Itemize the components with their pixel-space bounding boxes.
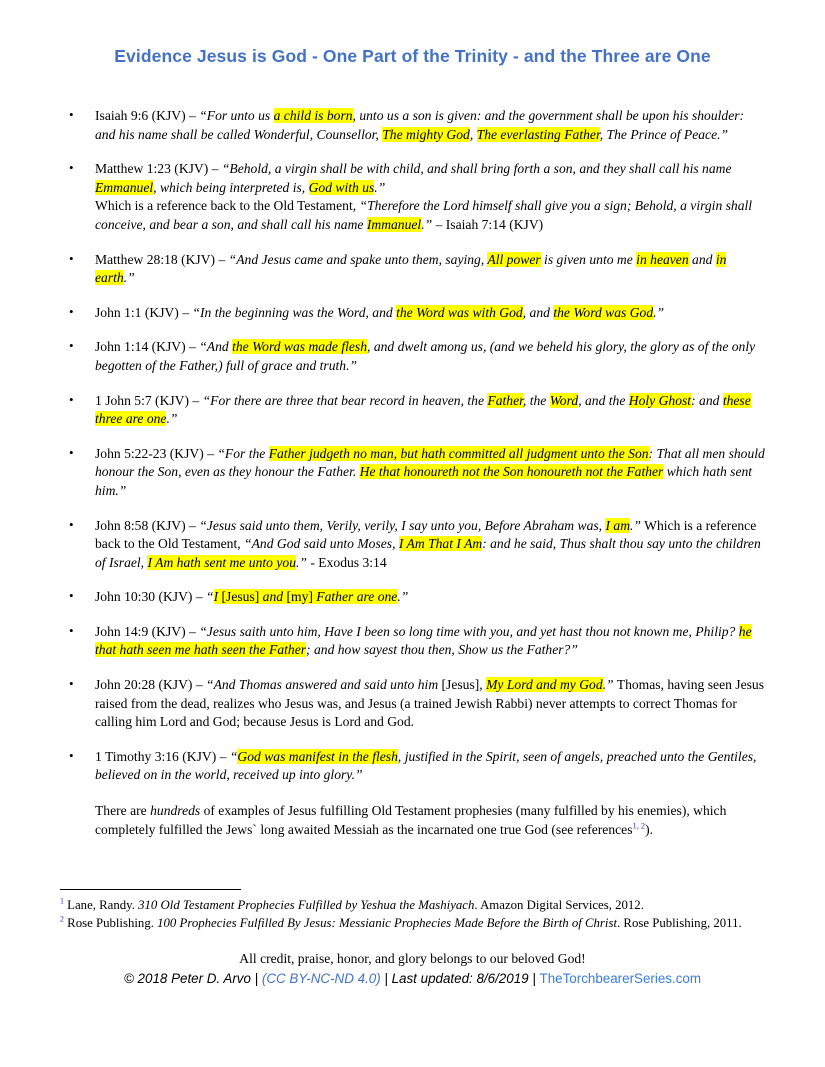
text-segment: “And Jesus came and spake unto them, saying, [228,251,488,267]
text-segment: Holy Ghost [628,392,692,408]
page-title: Evidence Jesus is God - One Part of the Trinity - and the Three are One [114,46,711,66]
text-segment: and [262,589,287,605]
text-segment: , [469,126,477,142]
text-segment: I am [605,517,631,533]
text-segment: , [479,677,487,693]
verse-bullet-item [60,392,765,429]
text-segment: , and [522,304,554,320]
text-segment: is given unto me [540,251,637,267]
text-segment: The everlasting Father [476,126,600,142]
text-segment: .” [123,270,135,286]
text-segment: Matthew 1:23 (KJV) – [95,161,222,177]
verse-text [95,161,752,232]
bullet-icon: • [69,622,74,638]
bullet-icon: • [69,516,74,532]
text-segment: the Word was with God [396,304,523,320]
verse-bullet-item [60,445,765,501]
verse-bullet-item [60,588,765,607]
text-segment: Emmanuel [95,179,154,195]
text-segment: Rose Publishing. [63,915,158,930]
text-segment: hundreds [150,803,201,819]
text-segment: “And God said unto Moses, [244,536,399,552]
bullet-icon: • [69,107,74,122]
footnote-text [60,916,742,930]
text-segment: The mighty God [382,126,470,142]
text-segment: I [213,589,222,605]
text-segment: .” [653,304,665,320]
text-segment: Matthew 28:18 (KJV) – [95,251,229,267]
text-segment: .” [296,554,307,570]
text-segment: , and dwelt among us, (and we beheld his glory, the glory as of the only begotten of the Father,) full of grace and truth.” [95,339,756,373]
bullet-icon: • [69,747,74,763]
text-segment: | [528,971,540,987]
footnotes [60,897,765,932]
verse-text [95,108,744,142]
text-segment: . Amazon Digital Services, 2012. [474,898,644,913]
verse-text [95,677,764,729]
text-segment: “For there are three that bear record in heaven, the [202,392,488,408]
text-segment: “Therefore the Lord himself shall give you a sign; Behold, a virgin shall conceive, and bear a son, and shall call his name [95,198,753,232]
text-segment: 1 Timothy 3:16 (KJV) – [95,748,230,764]
bullet-icon: • [69,250,74,266]
text-segment: John 14:9 (KJV) – [95,623,200,639]
text-segment: in heaven [636,251,689,267]
text-segment: God with us [308,179,375,195]
text-segment: , justified in the Spirit, seen of angels, preached unto the Gentiles, believed on in the world, received up into glory.” [95,748,757,783]
text-segment: “For the [217,445,269,461]
text-segment: “Jesus saith unto him, Have I been so long time with you, and yet hast thou not known me, Philip? [199,623,739,639]
text-segment: the Word was made flesh [232,339,368,355]
text-segment: John 8:58 (KJV) – [95,517,200,533]
text-segment: , the [522,392,550,408]
bullet-icon: • [69,391,74,407]
text-segment: , The Prince of Peace.” [599,126,729,142]
bullet-icon: • [69,444,74,460]
text-segment: “Behold, a virgin shall be with child, and shall bring forth a son, and they shall call his name [221,161,732,177]
footnote-item [60,897,765,915]
text-segment: | [254,971,262,987]
text-segment: a child is born [273,108,353,123]
text-segment: .” [421,216,433,232]
text-segment: “ [206,589,214,605]
text-segment: : That all men should honour the Son, even as they honour the Father. [95,445,765,480]
text-segment: ). [645,821,654,837]
text-segment: .” [374,179,386,195]
text-segment: of examples of Jesus fulfilling Old Testament prophesies (many fulfilled by his enemies), which completely fulfilled the Jews` long awaited Messiah as the incarnated one true God (see references [95,803,727,837]
text-segment: God was manifest in the flesh [237,748,398,764]
footnote-separator [60,889,241,890]
text-segment: “Jesus said unto them, Verily, verily, I say unto you, Before Abraham was, [199,517,606,533]
bullet-icon: • [69,303,74,319]
text-segment: Lane, Randy. [63,898,139,913]
bullet-icon: • [69,160,74,176]
text-segment: 100 Prophecies Fulfilled By Jesus: Messianic Prophecies Made Before the Birth of Christ [157,915,618,930]
verse-bullet-item [60,676,765,732]
torchbearer-series-link[interactable]: TheTorchbearerSeries.com [539,971,702,987]
text-segment: | [380,971,392,987]
text-segment: John 10:30 (KJV) – [95,589,207,605]
text-segment: . Rose Publishing, 2011. [617,915,742,930]
text-segment: Father are one [316,589,398,605]
verse-list [60,107,765,785]
text-segment: and [688,251,716,267]
text-segment: 1 John 5:7 (KJV) – [95,392,203,408]
text-segment: [Jesus] [441,677,480,693]
verse-text [95,252,726,286]
verse-text [95,749,756,783]
verse-text [95,446,765,498]
verse-text [95,589,408,604]
text-segment: Thomas, having seen Jesus raised from the dead, realizes who Jesus was, and Jesus (a trained Jewish Rabbi) never attempts to correct Thomas for calling him Lord and God; because Jesus is Lord and God. [95,677,765,730]
text-segment: Immanuel [366,216,422,232]
text-segment: Last updated: 8/6/2019 [391,971,529,987]
text-segment: 2 [60,914,64,924]
verse-bullet-item [60,623,765,660]
text-segment: Which is a reference back to the Old Testament, [95,517,757,552]
text-segment: , and the [578,392,629,408]
verse-bullet-item [60,107,765,144]
text-segment: John 5:22-23 (KJV) – [95,445,218,461]
text-segment: “ [229,748,238,764]
bullet-icon: • [69,588,74,604]
text-segment: Father [487,392,523,408]
verse-bullet-item [60,338,765,375]
footer-dedication: All credit, praise, honor, and glory belongs to our beloved God! [239,951,586,967]
text-segment: “And Thomas answered and said unto him [206,677,442,693]
text-segment: Which is a reference back to the Old Testament, [95,198,360,214]
text-segment: There are [95,803,151,819]
text-segment: .” [166,411,178,427]
verse-bullet-item [60,304,765,323]
verse-bullet-item [60,160,765,234]
text-segment: : and he said, Thus shalt thou say unto the children of Israel, [95,536,761,570]
text-segment: 1 [60,896,64,906]
text-segment: - Exodus 3:14 [306,554,387,570]
text-segment: , unto us a son is given: and the government shall be upon his shoulder: and his name shall be called Wonderful, Counsellor, [95,108,745,142]
text-segment: .” [397,589,409,605]
cc-license-link[interactable]: (CC BY-NC-ND 4.0) [261,971,381,987]
text-segment: ; and how sayest thou then, Show us the Father?” [306,642,578,658]
text-segment: .” [630,517,641,533]
text-segment: , which being interpreted is, [153,179,309,195]
text-segment: Father judgeth no man, but hath committed all judgment unto the Son [268,445,649,461]
text-segment: [Jesus] [221,589,263,605]
text-segment: “And [199,339,233,355]
text-segment: John 20:28 (KJV) – [95,677,207,693]
closing-paragraph [95,802,765,839]
verse-text [95,624,752,658]
verse-bullet-item [60,251,765,288]
text-segment: 1, 2 [632,820,646,831]
text-segment: I Am hath sent me unto you [147,554,296,570]
footer-copyright [60,969,765,988]
verse-text [95,339,755,373]
text-segment: Word [549,392,579,408]
text-segment: “For unto us [199,108,274,123]
text-segment: He that honoureth not the Son honoureth not the Father [359,464,664,480]
text-segment: he that hath seen me hath seen the Father [95,623,752,658]
text-segment: these three are one [95,392,751,427]
page-footer [60,949,765,988]
text-segment: [my] [286,589,317,605]
bullet-icon: • [69,338,74,354]
text-segment: which hath sent him.” [95,464,753,498]
text-segment: John 1:14 (KJV) – [95,339,200,355]
text-segment: “In the beginning was the Word, and [192,304,397,320]
footnote-text [60,898,644,912]
verse-text [95,518,761,570]
text-segment: I Am That I Am [398,536,483,552]
text-segment: the Word was God [553,304,654,320]
text-segment: My Lord and my God [486,677,603,693]
text-segment: Isaiah 9:6 (KJV) – [95,108,200,123]
text-segment: © 2018 Peter D. Arvo [123,971,255,987]
verse-bullet-item [60,517,765,573]
text-segment: – Isaiah 7:14 (KJV) [432,216,544,232]
verse-bullet-item [60,748,765,785]
verse-text [95,393,751,427]
bullet-icon: • [69,676,74,692]
verse-text [95,305,664,320]
footnote-item [60,915,765,933]
text-segment: 310 Old Testament Prophecies Fulfilled by Yeshua the Mashiyach [138,898,475,913]
text-segment: All power [487,251,541,267]
text-segment: .” [602,677,614,693]
text-segment: : and [691,392,723,408]
text-segment: in earth [95,251,727,286]
text-segment: John 1:1 (KJV) – [95,304,193,320]
